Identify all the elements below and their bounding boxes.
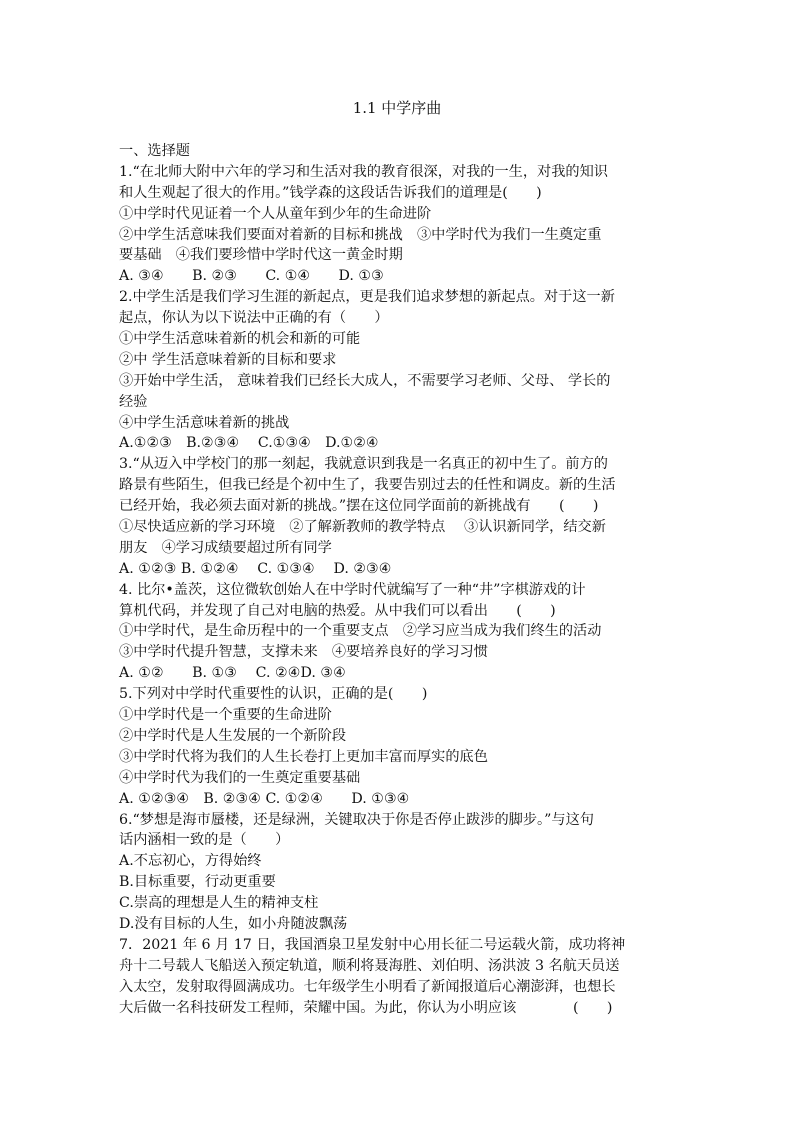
- question-statement-line: ③中学时代将为我们的人生长卷打上更加丰富而厚实的底色: [119, 748, 488, 765]
- question-option-line: C.崇高的理想是人生的精神支柱: [119, 895, 319, 912]
- question-statement-line: ①中学时代，是生命历程中的一个重要支点 ②学习应当成为我们终生的活动: [119, 623, 602, 640]
- question-statement-line: ①尽快适应新的学习环境 ②了解新教师的教学特点 ③认识新同学，结交新: [119, 519, 606, 536]
- question-7: [119, 935, 679, 1019]
- question-2: [119, 287, 679, 454]
- question-6: [119, 810, 679, 935]
- question-statement-line: ④中学生活意味着新的挑战: [119, 414, 290, 431]
- question-stem-line: 3.“从迈入中学校门的那一刻起，我就意识到我是一名真正的初中生了。前方的: [119, 456, 608, 473]
- question-statement-line: ①中学生活意味着新的机会和新的可能: [119, 331, 361, 348]
- question-statement-line: ②中学时代是人生发展的一个新阶段: [119, 727, 347, 744]
- question-stem-line: 舟十二号载人飞船送入预定轨道，顺利将聂海胜、刘伯明、汤洪波 3 名航天员送: [119, 957, 620, 974]
- question-stem-line: 2.中学生活是我们学习生涯的新起点，更是我们追求梦想的新起点。对于这一新: [119, 289, 615, 306]
- question-stem-line: 5.下列对中学时代重要性的认识，正确的是( ): [119, 686, 428, 703]
- question-1: [119, 162, 679, 287]
- question-5: [119, 684, 679, 809]
- question-stem-line: 起点，你认为以下说法中正确的有（ ）: [119, 310, 389, 327]
- question-stem-line: 和人生观起了很大的作用。”钱学森的这段话告诉我们的道理是( ): [119, 184, 542, 201]
- question-stem-line: 7．2021 年 6 月 17 日，我国酒泉卫星发射中心用长征二号运载火箭，成功将神: [119, 936, 626, 953]
- document-title: 1.1 中学序曲: [352, 99, 442, 117]
- question-statement-line: ②中 学生活意味着新的目标和要求: [119, 351, 337, 368]
- question-stem-line: 大后做一名科技研发工程师，荣耀中国。为此，你认为小明应该 ( ): [119, 999, 613, 1016]
- question-options: A.①②③ B.②③④ C.①③④ D.①②④: [119, 435, 379, 452]
- question-statement-line: 朋友 ④学习成绩要超过所有同学: [119, 539, 332, 556]
- question-options: A. ①②③ B. ①②④ C. ①③④ D. ②③④: [119, 560, 392, 577]
- question-option-line: B.目标重要，行动更重要: [119, 874, 276, 891]
- question-statement-line: 要基础 ④我们要珍惜中学时代这一黄金时期: [119, 247, 403, 264]
- question-stem-line: 已经开始，我必须去面对新的挑战。”摆在这位同学面前的新挑战有 ( ): [119, 498, 599, 515]
- question-stem-line: 入太空，发射取得圆满成功。七年级学生小明看了新闻报道后心潮澎湃，也想长: [119, 978, 616, 995]
- question-statement-line: ①中学时代见证着一个人从童年到少年的生命进阶: [119, 205, 432, 222]
- question-option-line: A.不忘初心，方得始终: [119, 853, 262, 870]
- document-body: [119, 141, 679, 1018]
- question-statement-line: ③中学时代提升智慧，支撑未来 ④要培养良好的学习习惯: [119, 644, 488, 661]
- question-statement-line: ③开始中学生活， 意味着我们已经长大成人，不需要学习老师、父母、 学长的: [119, 372, 611, 389]
- question-option-line: D.没有目标的人生，如小舟随波飘荡: [119, 915, 348, 932]
- question-stem-line: 算机代码，并发现了自己对电脑的热爱。从中我们可以看出 ( ): [119, 602, 556, 619]
- question-4: [119, 580, 679, 684]
- section-heading: 一、选择题: [119, 143, 190, 159]
- question-statement-line: ②中学生活意味我们要面对着新的目标和挑战 ③中学时代为我们一生奠定重: [119, 226, 602, 243]
- question-stem-line: 4. 比尔•盖茨，这位微软创始人在中学时代就编写了一种“井”字棋游戏的计: [119, 581, 586, 598]
- question-options: A. ①② B. ①③ C. ②④D. ③④: [119, 665, 346, 682]
- question-options: A. ①②③④ B. ②③④ C. ①②④ D. ①③④: [119, 790, 410, 807]
- question-stem-line: 6.“梦想是海市蜃楼，还是绿洲，关键取决于你是否停止跋涉的脚步。”与这句: [119, 811, 594, 828]
- question-options: A. ③④ B. ②③ C. ①④ D. ①③: [119, 268, 384, 285]
- question-stem-line: 1.“在北师大附中六年的学习和生活对我的教育很深，对我的一生，对我的知识: [119, 163, 608, 180]
- question-stem-line: 话内涵相一致的是（ ）: [119, 832, 290, 849]
- question-stem-line: 路景有些陌生，但我已经是个初中生了，我要告别过去的任性和调皮。新的生活: [119, 477, 616, 494]
- question-statement-line: 经验: [119, 393, 148, 410]
- question-statement-line: ④中学时代为我们的一生奠定重要基础: [119, 769, 361, 786]
- question-3: [119, 454, 679, 579]
- question-statement-line: ①中学时代是一个重要的生命进阶: [119, 707, 332, 724]
